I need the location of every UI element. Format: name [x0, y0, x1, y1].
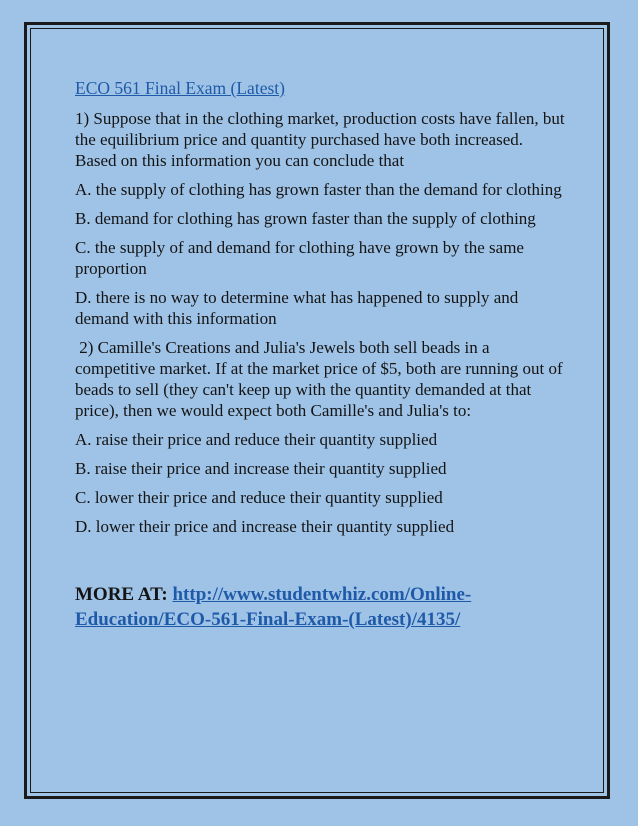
more-at-link[interactable]: http://www.studentwhiz.com/Online-Education/ECO-561-Final-Exam-(Latest)/4135/ — [75, 584, 472, 630]
question-2-option-c: C. lower their price and reduce their quantity supplied — [75, 488, 443, 507]
more-at-line — [75, 582, 567, 632]
question-2-option-a: A. raise their price and reduce their quantity supplied — [75, 430, 438, 449]
question-1-option-a: A. the supply of clothing has grown faster than the demand for clothing — [75, 180, 562, 199]
question-1-option-d: D. there is no way to determine what has happened to supply and demand with this information — [75, 288, 519, 328]
document-title: ECO 561 Final Exam (Latest) — [75, 78, 285, 98]
question-2-option-b: B. raise their price and increase their quantity supplied — [75, 459, 447, 478]
more-at-label: MORE AT: — [75, 584, 168, 605]
document-content — [75, 78, 567, 632]
spacer — [75, 545, 567, 582]
question-2-stem: 2) Camille's Creations and Julia's Jewels both sell beads in a competitive market. If at the market price of $5, both are running out of beads to sell (they can't keep up with the quantity demanded at that price), then we would expect both Camille's and Julia's to: — [75, 338, 567, 420]
question-1-stem: 1) Suppose that in the clothing market, production costs have fallen, but the equilibrium price and quantity purchased have both increased. Based on this information you can conclude that — [75, 109, 565, 170]
question-1-option-b: B. demand for clothing has grown faster than the supply of clothing — [75, 209, 536, 228]
question-1-option-c: C. the supply of and demand for clothing have grown by the same proportion — [75, 238, 524, 278]
question-2-option-d: D. lower their price and increase their quantity supplied — [75, 517, 455, 536]
